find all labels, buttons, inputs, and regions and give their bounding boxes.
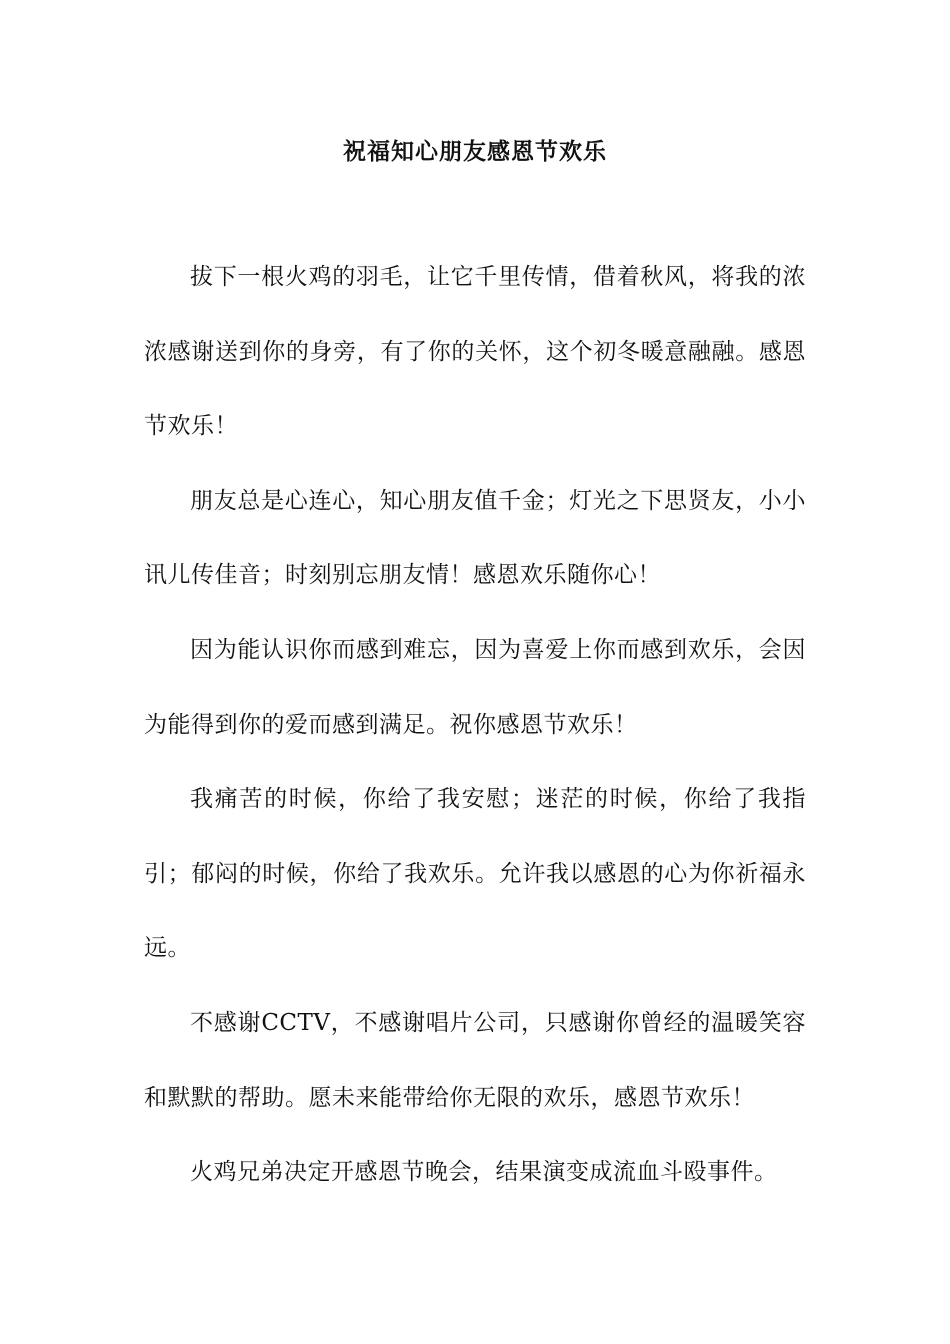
document-title: 祝福知心朋友感恩节欢乐 bbox=[343, 138, 607, 165]
paragraph-1: 拔下一根火鸡的羽毛，让它千里传情，借着秋风，将我的浓浓感谢送到你的身旁，有了你的关怀，这个初冬暖意融融。感恩节欢乐！ bbox=[144, 264, 806, 440]
paragraph-3: 因为能认识你而感到难忘，因为喜爱上你而感到欢乐，会因为能得到你的爱而感到满足。祝你感恩节欢乐！ bbox=[144, 636, 806, 738]
paragraph-6: 火鸡兄弟决定开感恩节晚会，结果演变成流血斗殴事件。 bbox=[190, 1159, 778, 1186]
paragraph-5: 不感谢CCTV，不感谢唱片公司，只感谢你曾经的温暖笑容和默默的帮助。愿未来能带给你无限的欢乐，感恩节欢乐！ bbox=[144, 1009, 806, 1111]
paragraph-2: 朋友总是心连心，知心朋友值千金；灯光之下思贤友，小小讯儿传佳音；时刻别忘朋友情！感恩欢乐随你心！ bbox=[144, 487, 806, 589]
document-body bbox=[144, 240, 806, 1210]
paragraph-4: 我痛苦的时候，你给了我安慰；迷茫的时候，你给了我指引；郁闷的时候，你给了我欢乐。允许我以感恩的心为你祈福永远。 bbox=[144, 786, 806, 962]
